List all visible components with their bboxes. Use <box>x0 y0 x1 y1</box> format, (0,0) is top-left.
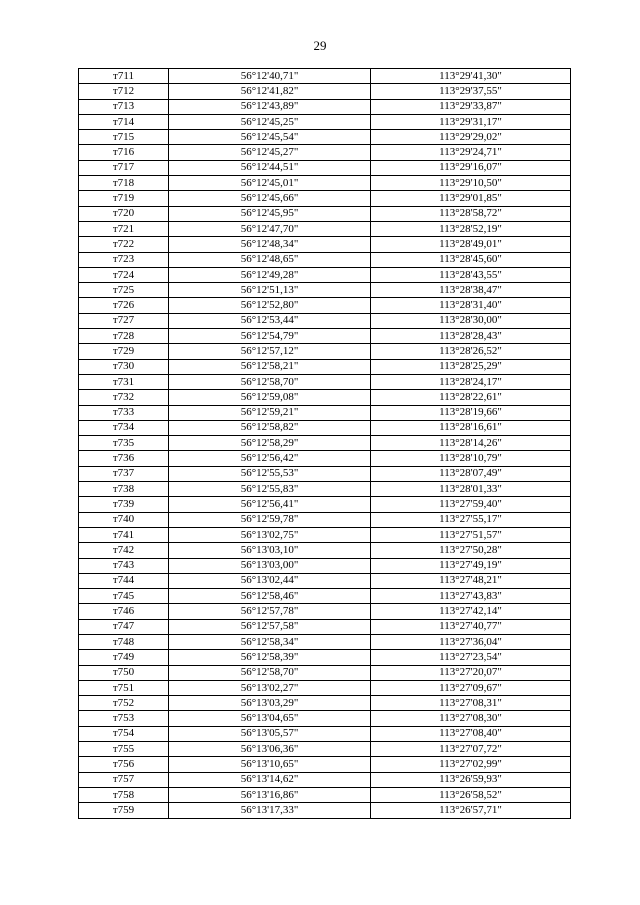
table-row <box>79 313 571 328</box>
longitude-cell: 113°26'58,52" <box>371 787 571 802</box>
longitude-cell: 113°28'58,72" <box>371 206 571 221</box>
point-id-cell: т736 <box>79 451 169 466</box>
point-id-cell: т758 <box>79 787 169 802</box>
latitude-cell: 56°12'45,25" <box>169 114 371 129</box>
point-id-cell: т723 <box>79 252 169 267</box>
table-row <box>79 482 571 497</box>
latitude-cell: 56°12'43,89" <box>169 99 371 114</box>
point-id-cell: т740 <box>79 512 169 527</box>
latitude-cell: 56°13'06,36" <box>169 742 371 757</box>
latitude-cell: 56°13'17,33" <box>169 803 371 818</box>
point-id-cell: т737 <box>79 466 169 481</box>
longitude-cell: 113°28'26,52" <box>371 344 571 359</box>
table-row <box>79 160 571 175</box>
point-id-cell: т746 <box>79 604 169 619</box>
longitude-cell: 113°28'43,55" <box>371 267 571 282</box>
longitude-cell: 113°29'24,71" <box>371 145 571 160</box>
table-row <box>79 619 571 634</box>
latitude-cell: 56°12'58,70" <box>169 665 371 680</box>
table-row <box>79 114 571 129</box>
point-id-cell: т732 <box>79 390 169 405</box>
longitude-cell: 113°26'57,71" <box>371 803 571 818</box>
table-row <box>79 130 571 145</box>
table-row <box>79 466 571 481</box>
longitude-cell: 113°29'37,55" <box>371 84 571 99</box>
point-id-cell: т757 <box>79 772 169 787</box>
point-id-cell: т722 <box>79 237 169 252</box>
longitude-cell: 113°28'01,33" <box>371 482 571 497</box>
longitude-cell: 113°27'07,72" <box>371 742 571 757</box>
table-row <box>79 803 571 818</box>
longitude-cell: 113°27'40,77" <box>371 619 571 634</box>
table-row <box>79 696 571 711</box>
table-row <box>79 252 571 267</box>
latitude-cell: 56°13'03,29" <box>169 696 371 711</box>
table-row <box>79 84 571 99</box>
latitude-cell: 56°13'16,86" <box>169 787 371 802</box>
latitude-cell: 56°13'03,10" <box>169 543 371 558</box>
latitude-cell: 56°13'14,62" <box>169 772 371 787</box>
point-id-cell: т743 <box>79 558 169 573</box>
table-row <box>79 191 571 206</box>
longitude-cell: 113°28'49,01" <box>371 237 571 252</box>
table-row <box>79 206 571 221</box>
longitude-cell: 113°28'16,61" <box>371 420 571 435</box>
table-row <box>79 742 571 757</box>
point-id-cell: т754 <box>79 726 169 741</box>
longitude-cell: 113°27'08,30" <box>371 711 571 726</box>
longitude-cell: 113°27'43,83" <box>371 589 571 604</box>
point-id-cell: т751 <box>79 680 169 695</box>
longitude-cell: 113°28'14,26" <box>371 436 571 451</box>
point-id-cell: т720 <box>79 206 169 221</box>
point-id-cell: т734 <box>79 420 169 435</box>
longitude-cell: 113°27'49,19" <box>371 558 571 573</box>
table-row <box>79 176 571 191</box>
longitude-cell: 113°28'52,19" <box>371 221 571 236</box>
latitude-cell: 56°12'59,21" <box>169 405 371 420</box>
point-id-cell: т755 <box>79 742 169 757</box>
table-row <box>79 374 571 389</box>
table-row <box>79 329 571 344</box>
point-id-cell: т725 <box>79 283 169 298</box>
point-id-cell: т715 <box>79 130 169 145</box>
longitude-cell: 113°29'33,87" <box>371 99 571 114</box>
table-row <box>79 527 571 542</box>
table-row <box>79 344 571 359</box>
point-id-cell: т724 <box>79 267 169 282</box>
longitude-cell: 113°28'22,61" <box>371 390 571 405</box>
latitude-cell: 56°12'58,70" <box>169 374 371 389</box>
latitude-cell: 56°12'58,82" <box>169 420 371 435</box>
longitude-cell: 113°27'59,40" <box>371 497 571 512</box>
latitude-cell: 56°12'55,83" <box>169 482 371 497</box>
longitude-cell: 113°28'19,66" <box>371 405 571 420</box>
longitude-cell: 113°26'59,93" <box>371 772 571 787</box>
point-id-cell: т727 <box>79 313 169 328</box>
longitude-cell: 113°28'38,47" <box>371 283 571 298</box>
latitude-cell: 56°12'58,29" <box>169 436 371 451</box>
latitude-cell: 56°12'56,42" <box>169 451 371 466</box>
table-row <box>79 436 571 451</box>
longitude-cell: 113°27'08,31" <box>371 696 571 711</box>
longitude-cell: 113°29'31,17" <box>371 114 571 129</box>
latitude-cell: 56°12'48,65" <box>169 252 371 267</box>
latitude-cell: 56°12'57,12" <box>169 344 371 359</box>
latitude-cell: 56°12'51,13" <box>169 283 371 298</box>
latitude-cell: 56°12'57,78" <box>169 604 371 619</box>
latitude-cell: 56°12'40,71" <box>169 69 371 84</box>
latitude-cell: 56°12'45,01" <box>169 176 371 191</box>
longitude-cell: 113°27'20,07" <box>371 665 571 680</box>
point-id-cell: т742 <box>79 543 169 558</box>
table-row <box>79 543 571 558</box>
table-row <box>79 634 571 649</box>
latitude-cell: 56°12'53,44" <box>169 313 371 328</box>
longitude-cell: 113°28'07,49" <box>371 466 571 481</box>
longitude-cell: 113°29'16,07" <box>371 160 571 175</box>
coordinates-table-body <box>79 69 571 819</box>
longitude-cell: 113°27'51,57" <box>371 527 571 542</box>
table-row <box>79 420 571 435</box>
point-id-cell: т735 <box>79 436 169 451</box>
longitude-cell: 113°27'55,17" <box>371 512 571 527</box>
table-row <box>79 145 571 160</box>
table-row <box>79 99 571 114</box>
table-row <box>79 711 571 726</box>
point-id-cell: т711 <box>79 69 169 84</box>
point-id-cell: т730 <box>79 359 169 374</box>
latitude-cell: 56°12'58,46" <box>169 589 371 604</box>
point-id-cell: т726 <box>79 298 169 313</box>
longitude-cell: 113°27'02,99" <box>371 757 571 772</box>
latitude-cell: 56°12'45,95" <box>169 206 371 221</box>
longitude-cell: 113°28'45,60" <box>371 252 571 267</box>
table-row <box>79 757 571 772</box>
longitude-cell: 113°27'36,04" <box>371 634 571 649</box>
table-row <box>79 497 571 512</box>
coordinates-table <box>78 68 571 819</box>
longitude-cell: 113°27'08,40" <box>371 726 571 741</box>
longitude-cell: 113°29'01,85" <box>371 191 571 206</box>
latitude-cell: 56°12'59,78" <box>169 512 371 527</box>
point-id-cell: т745 <box>79 589 169 604</box>
latitude-cell: 56°12'55,53" <box>169 466 371 481</box>
table-row <box>79 726 571 741</box>
point-id-cell: т750 <box>79 665 169 680</box>
longitude-cell: 113°28'31,40" <box>371 298 571 313</box>
longitude-cell: 113°27'50,28" <box>371 543 571 558</box>
latitude-cell: 56°12'47,70" <box>169 221 371 236</box>
point-id-cell: т739 <box>79 497 169 512</box>
table-row <box>79 589 571 604</box>
latitude-cell: 56°13'10,65" <box>169 757 371 772</box>
longitude-cell: 113°28'28,43" <box>371 329 571 344</box>
longitude-cell: 113°29'41,30" <box>371 69 571 84</box>
longitude-cell: 113°27'48,21" <box>371 573 571 588</box>
table-row <box>79 298 571 313</box>
latitude-cell: 56°12'58,39" <box>169 650 371 665</box>
table-row <box>79 283 571 298</box>
latitude-cell: 56°13'04,65" <box>169 711 371 726</box>
table-row <box>79 787 571 802</box>
point-id-cell: т749 <box>79 650 169 665</box>
table-row <box>79 69 571 84</box>
latitude-cell: 56°13'03,00" <box>169 558 371 573</box>
point-id-cell: т719 <box>79 191 169 206</box>
latitude-cell: 56°13'02,27" <box>169 680 371 695</box>
point-id-cell: т744 <box>79 573 169 588</box>
table-row <box>79 451 571 466</box>
latitude-cell: 56°12'54,79" <box>169 329 371 344</box>
table-row <box>79 558 571 573</box>
longitude-cell: 113°27'23,54" <box>371 650 571 665</box>
point-id-cell: т741 <box>79 527 169 542</box>
table-row <box>79 221 571 236</box>
point-id-cell: т718 <box>79 176 169 191</box>
latitude-cell: 56°12'41,82" <box>169 84 371 99</box>
point-id-cell: т733 <box>79 405 169 420</box>
longitude-cell: 113°27'09,67" <box>371 680 571 695</box>
table-row <box>79 359 571 374</box>
point-id-cell: т717 <box>79 160 169 175</box>
table-row <box>79 680 571 695</box>
latitude-cell: 56°12'45,27" <box>169 145 371 160</box>
point-id-cell: т731 <box>79 374 169 389</box>
latitude-cell: 56°12'48,34" <box>169 237 371 252</box>
latitude-cell: 56°13'02,75" <box>169 527 371 542</box>
latitude-cell: 56°12'45,66" <box>169 191 371 206</box>
point-id-cell: т729 <box>79 344 169 359</box>
table-row <box>79 237 571 252</box>
longitude-cell: 113°28'25,29" <box>371 359 571 374</box>
table-row <box>79 267 571 282</box>
point-id-cell: т714 <box>79 114 169 129</box>
point-id-cell: т748 <box>79 634 169 649</box>
longitude-cell: 113°28'10,79" <box>371 451 571 466</box>
latitude-cell: 56°12'52,80" <box>169 298 371 313</box>
point-id-cell: т716 <box>79 145 169 160</box>
page-number: 29 <box>313 38 327 53</box>
point-id-cell: т712 <box>79 84 169 99</box>
table-row <box>79 512 571 527</box>
latitude-cell: 56°12'56,41" <box>169 497 371 512</box>
latitude-cell: 56°12'45,54" <box>169 130 371 145</box>
latitude-cell: 56°12'49,28" <box>169 267 371 282</box>
point-id-cell: т738 <box>79 482 169 497</box>
point-id-cell: т753 <box>79 711 169 726</box>
point-id-cell: т721 <box>79 221 169 236</box>
point-id-cell: т759 <box>79 803 169 818</box>
latitude-cell: 56°12'44,51" <box>169 160 371 175</box>
point-id-cell: т713 <box>79 99 169 114</box>
table-row <box>79 772 571 787</box>
table-row <box>79 650 571 665</box>
latitude-cell: 56°12'58,21" <box>169 359 371 374</box>
table-row <box>79 405 571 420</box>
latitude-cell: 56°13'02,44" <box>169 573 371 588</box>
point-id-cell: т756 <box>79 757 169 772</box>
table-row <box>79 665 571 680</box>
longitude-cell: 113°28'24,17" <box>371 374 571 389</box>
longitude-cell: 113°27'42,14" <box>371 604 571 619</box>
latitude-cell: 56°13'05,57" <box>169 726 371 741</box>
longitude-cell: 113°29'29,02" <box>371 130 571 145</box>
latitude-cell: 56°12'59,08" <box>169 390 371 405</box>
longitude-cell: 113°29'10,50" <box>371 176 571 191</box>
latitude-cell: 56°12'57,58" <box>169 619 371 634</box>
table-row <box>79 604 571 619</box>
longitude-cell: 113°28'30,00" <box>371 313 571 328</box>
table-row <box>79 573 571 588</box>
point-id-cell: т728 <box>79 329 169 344</box>
table-row <box>79 390 571 405</box>
point-id-cell: т747 <box>79 619 169 634</box>
latitude-cell: 56°12'58,34" <box>169 634 371 649</box>
point-id-cell: т752 <box>79 696 169 711</box>
